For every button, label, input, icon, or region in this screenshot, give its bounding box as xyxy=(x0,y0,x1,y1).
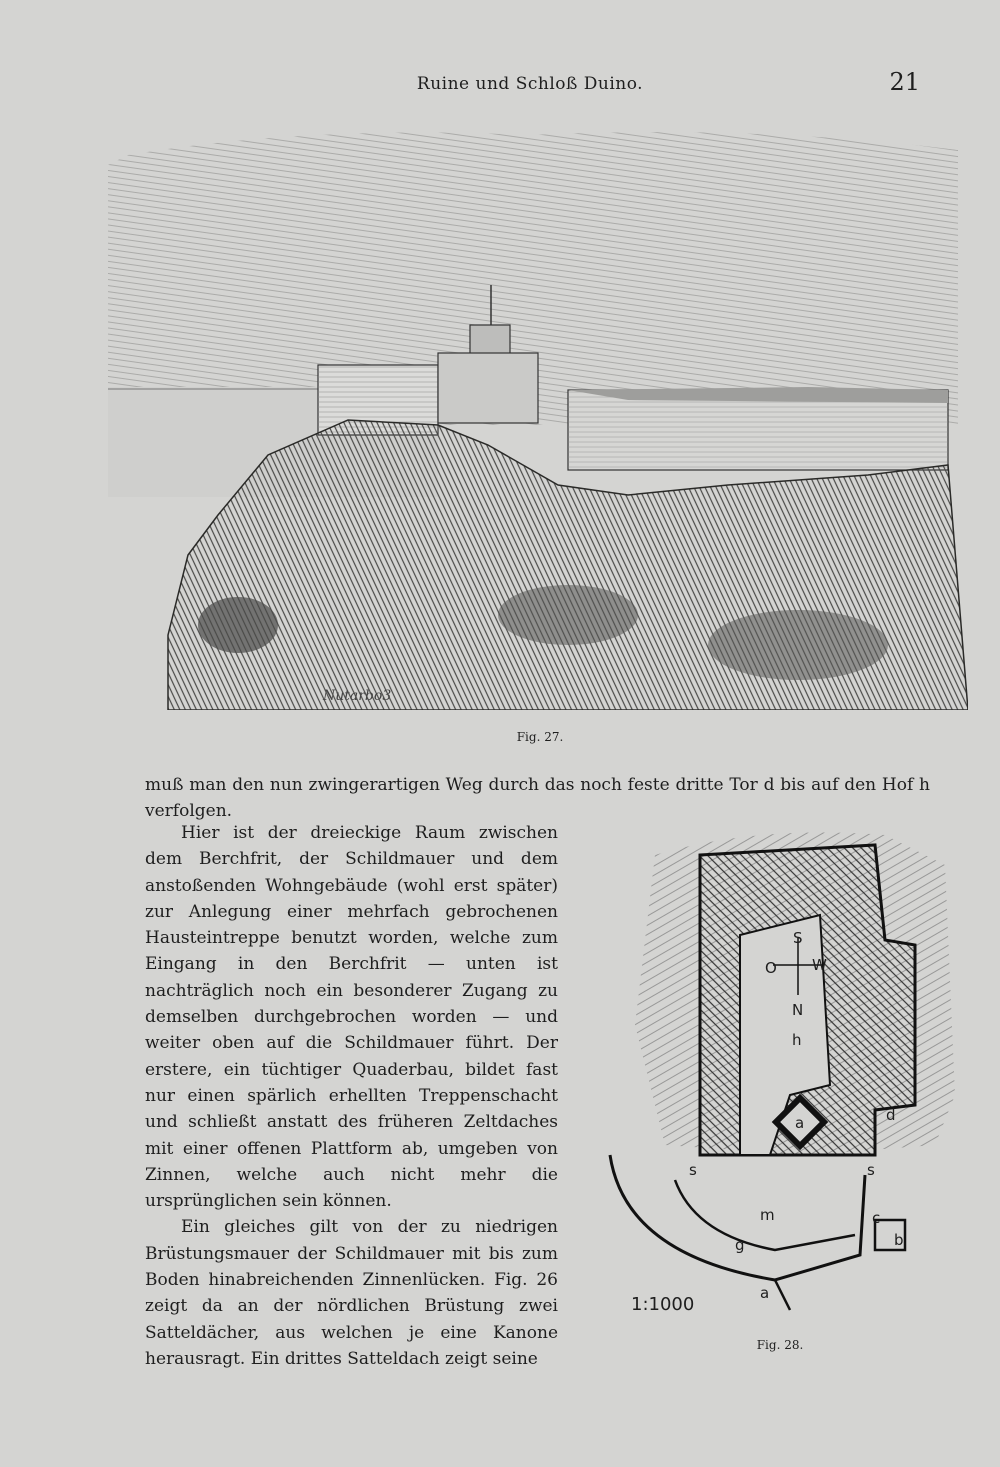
label-a: a xyxy=(760,1284,770,1302)
paragraph-3: Ein gleiches gilt von der zu niedrigen Brüstungsmauer der Schildmauer mit bis zum Boden hinabreichenden Zinnenlücken. Fig. 26 zeigt da an der nördlichen Brüstung zwei Satteldächer, aus welchen je eine Kanone herausragt. Ein drittes Satteldach zeigt seine xyxy=(145,1217,558,1369)
text-column xyxy=(145,820,558,1372)
castle-illustration xyxy=(108,125,968,710)
compass-s: S xyxy=(793,929,803,947)
label-s-right: s xyxy=(867,1161,875,1179)
page-header xyxy=(0,66,1000,102)
label-d: d xyxy=(886,1106,896,1124)
compass-w: W xyxy=(812,956,827,974)
scale-label: 1:1000 xyxy=(631,1294,695,1315)
tree-center xyxy=(498,585,638,645)
paragraph-2: Hier ist der dreieckige Raum zwischen dem Berchfrit, der Schildmauer und dem anstoßenden Wohngebäude (wohl erst später) zur Anlegung einer mehrfach gebrochenen Hausteintreppe benutzt worden, welche zum Eingang in den Berchfrit — unten ist nachträglich noch ein besonderer Zugang zu demselben durchgebrochen worden — und weiter oben auf die Schildmauer führt. Der erstere, ein tüchtiger Quaderbau, bildet fast nur einen spärlich erhellten Treppenschacht und schließt anstatt des früheren Zeltdaches mit einer offenen Plattform ab, umgeben von Zinnen, welche auch nicht mehr die ursprünglichen sein können. xyxy=(145,823,558,1212)
label-tower: a xyxy=(795,1114,805,1132)
fig28-caption: Fig. 28. xyxy=(756,1338,804,1352)
paragraph-continuation: muß man den nun zwingerartigen Weg durch das noch feste dritte Tor d bis auf den Hof h verfolgen. xyxy=(145,775,930,822)
tree-right xyxy=(708,610,888,680)
label-h: h xyxy=(792,1031,802,1049)
label-g: g xyxy=(735,1236,745,1254)
gate-a xyxy=(775,1280,790,1310)
tree-left xyxy=(198,597,278,653)
compass-o: O xyxy=(765,959,777,977)
artist-signature: Nutarbo3 xyxy=(323,688,392,704)
label-c: c xyxy=(872,1209,881,1227)
label-m: m xyxy=(760,1206,775,1224)
running-title: Ruine und Schloß Duino. xyxy=(416,74,644,94)
compass-n: N xyxy=(792,1001,804,1019)
outer-bailey xyxy=(610,1155,865,1280)
page-number: 21 xyxy=(889,68,920,96)
floor-plan xyxy=(605,825,960,1325)
label-b: b xyxy=(894,1231,904,1249)
label-s-left: s xyxy=(689,1161,697,1179)
fig27-caption: Fig. 27. xyxy=(516,730,564,744)
